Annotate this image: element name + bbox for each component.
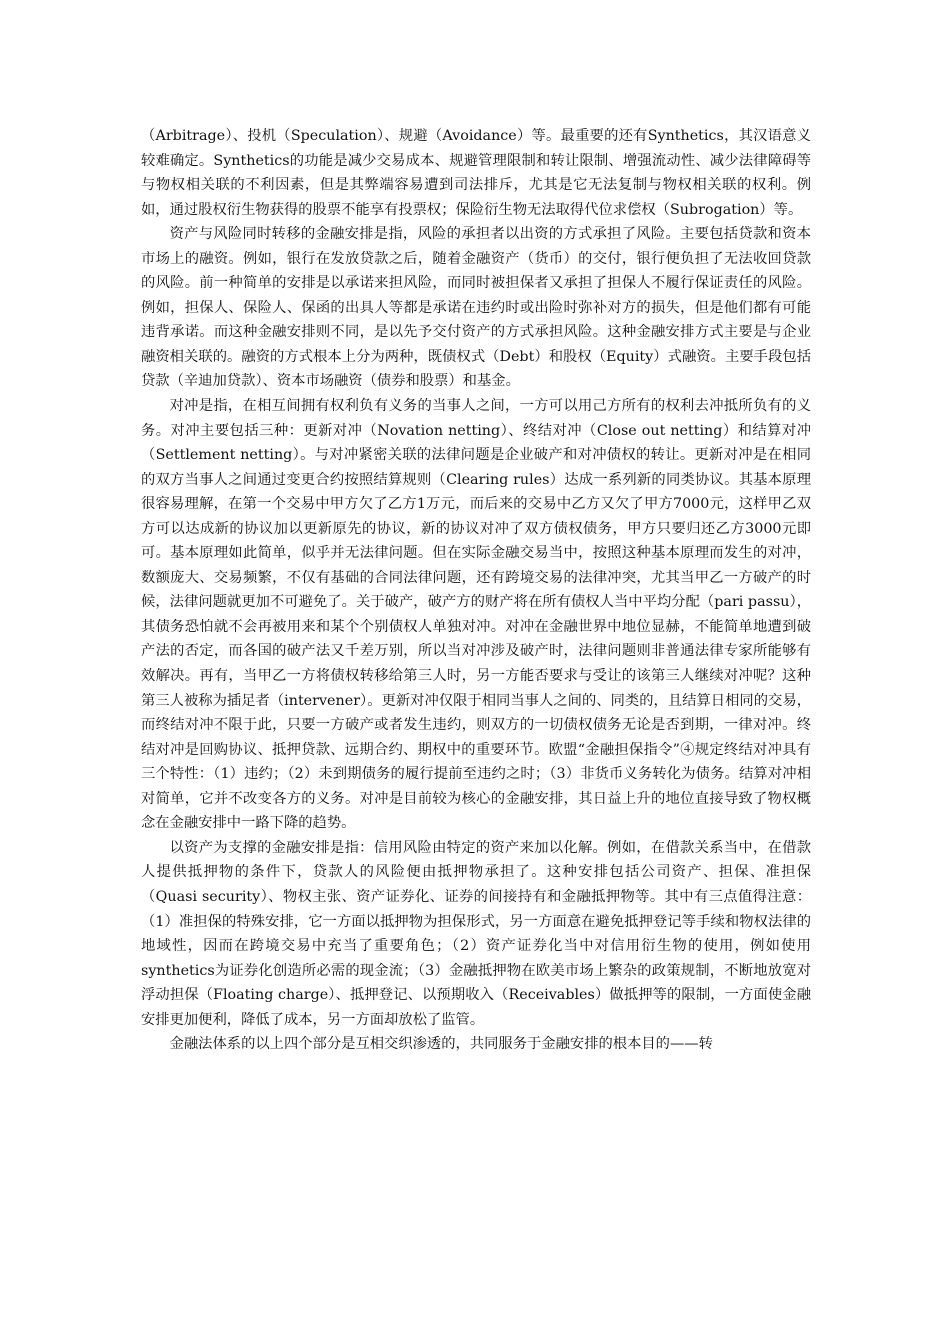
paragraph-asset-risk-transfer: 资产与风险同时转移的金融安排是指，风险的承担者以出资的方式承担了风险。主要包括贷款和资本市场上的融资。例如，银行在发放贷款之后，随着金融资产（货币）的交付，银行便负担了无法收回贷款的风险。前一种简单的安排是以承诺来担风险，而同时被担保者又承担了担保人不履行保证责任的风险。例如，担保人、保险人、保函的出具人等都是承诺在违约时或出险时弥补对方的损失，但是他们都有可能违背承诺。而这种金融安排则不同，是以先予交付资产的方式承担风险。这种金融安排方式主要是与企业融资相关联的。融资的方式根本上分为两种，既债权式（Debt）和股权（Equity）式融资。主要手段包括贷款（辛迪加贷款）、资本市场融资（债券和股票）和基金。 xyxy=(141,226,811,390)
paragraph-system-summary: 金融法体系的以上四个部分是互相交织渗透的，共同服务于金融安排的根本目的——转 xyxy=(169,1036,713,1053)
document-body xyxy=(141,124,811,1057)
paragraph-derivatives-continued: （Arbitrage）、投机（Speculation）、规避（Avoidance）等。最重要的还有Synthetics，其汉语意义较难确定。Synthetics的功能是减少交易成本、规避管理限制和转让限制、增强流动性、减少法律障碍等与物权相关联的不利因素，但是其弊端容易遭到司法排斥，尤其是它无法复制与物权相关联的权利。例如，通过股权衍生物获得的股票不能享有投票权；保险衍生物无法取得代位求偿权（Subrogation）等。 xyxy=(141,128,811,218)
paragraph-asset-backed: 以资产为支撑的金融安排是指：信用风险由特定的资产来加以化解。例如，在借款关系当中，在借款人提供抵押物的条件下，贷款人的风险便由抵押物承担了。这种安排包括公司资产、担保、准担保（Quasi security）、物权主张、资产证券化、证券的间接持有和金融抵押物等。其中有三点值得注意：（1）准担保的特殊安排，它一方面以抵押物为担保形式，另一方面意在避免抵押登记等手续和物权法律的地域性，因而在跨境交易中充当了重要角色；（2）资产证券化当中对信用衍生物的使用，例如使用synthetics为证券化创造所必需的现金流；（3）金融抵押物在欧美市场上繁杂的政策规制，不断地放宽对浮动担保（Floating charge）、抵押登记、以预期收入（Receivables）做抵押等的限制，一方面使金融安排更加便利，降低了成本，另一方面却放松了监管。 xyxy=(141,839,811,1028)
paragraph-netting: 对冲是指，在相互间拥有权利负有义务的当事人之间，一方可以用己方所有的权利去冲抵所负有的义务。对冲主要包括三种：更新对冲（Novation netting）、终结对冲（Close out netting）和结算对冲（Settlement netting）。与对冲紧密关联的法律问题是企业破产和对冲债权的转让。更新对冲是在相同的双方当事人之间通过变更合约按照结算规则（Clearing rules）达成一系列新的同类协议。其基本原理很容易理解，在第一个交易中甲方欠了乙方1万元，而后来的交易中乙方又欠了甲方7000元，这样甲乙双方可以达成新的协议加以更新原先的协议，新的协议对冲了双方债权债务，甲方只要归还乙方3000元即可。基本原理如此简单，似乎并无法律问题。但在实际金融交易当中，按照这种基本原理而发生的对冲，数额庞大、交易频繁，不仅有基础的合同法律问题，还有跨境交易的法律冲突，尤其当甲乙一方破产的时候，法律问题就更加不可避免了。关于破产，破产方的财产将在所有债权人当中平均分配（pari passu），其债务恐怕就不会再被用来和某个个别债权人单独对冲。对冲在金融世界中地位显赫，不能简单地遭到破产法的否定，而各国的破产法又千差万别，所以当对冲涉及破产时，法律问题则非普通法律专家所能够有效解决。再有，当甲乙一方将债权转移给第三人时，另一方能否要求与受让的该第三人继续对冲呢？这种第三人被称为插足者（intervener）。更新对冲仅限于相同当事人之间的、同类的，且结算日相同的交易，而终结对冲不限于此，只要一方破产或者发生违约，则双方的一切债权债务无论是否到期，一律对冲。终结对冲是回购协议、抵押贷款、远期合约、期权中的重要环节。欧盟“金融担保指令”④规定终结对冲具有三个特性：（1）违约；（2）未到期债务的履行提前至违约之时；（3）非货币义务转化为债务。结算对冲相对简单，它并不改变各方的义务。对冲是目前较为核心的金融安排，其日益上升的地位直接导致了物权概念在金融安排中一路下降的趋势。 xyxy=(141,398,811,832)
